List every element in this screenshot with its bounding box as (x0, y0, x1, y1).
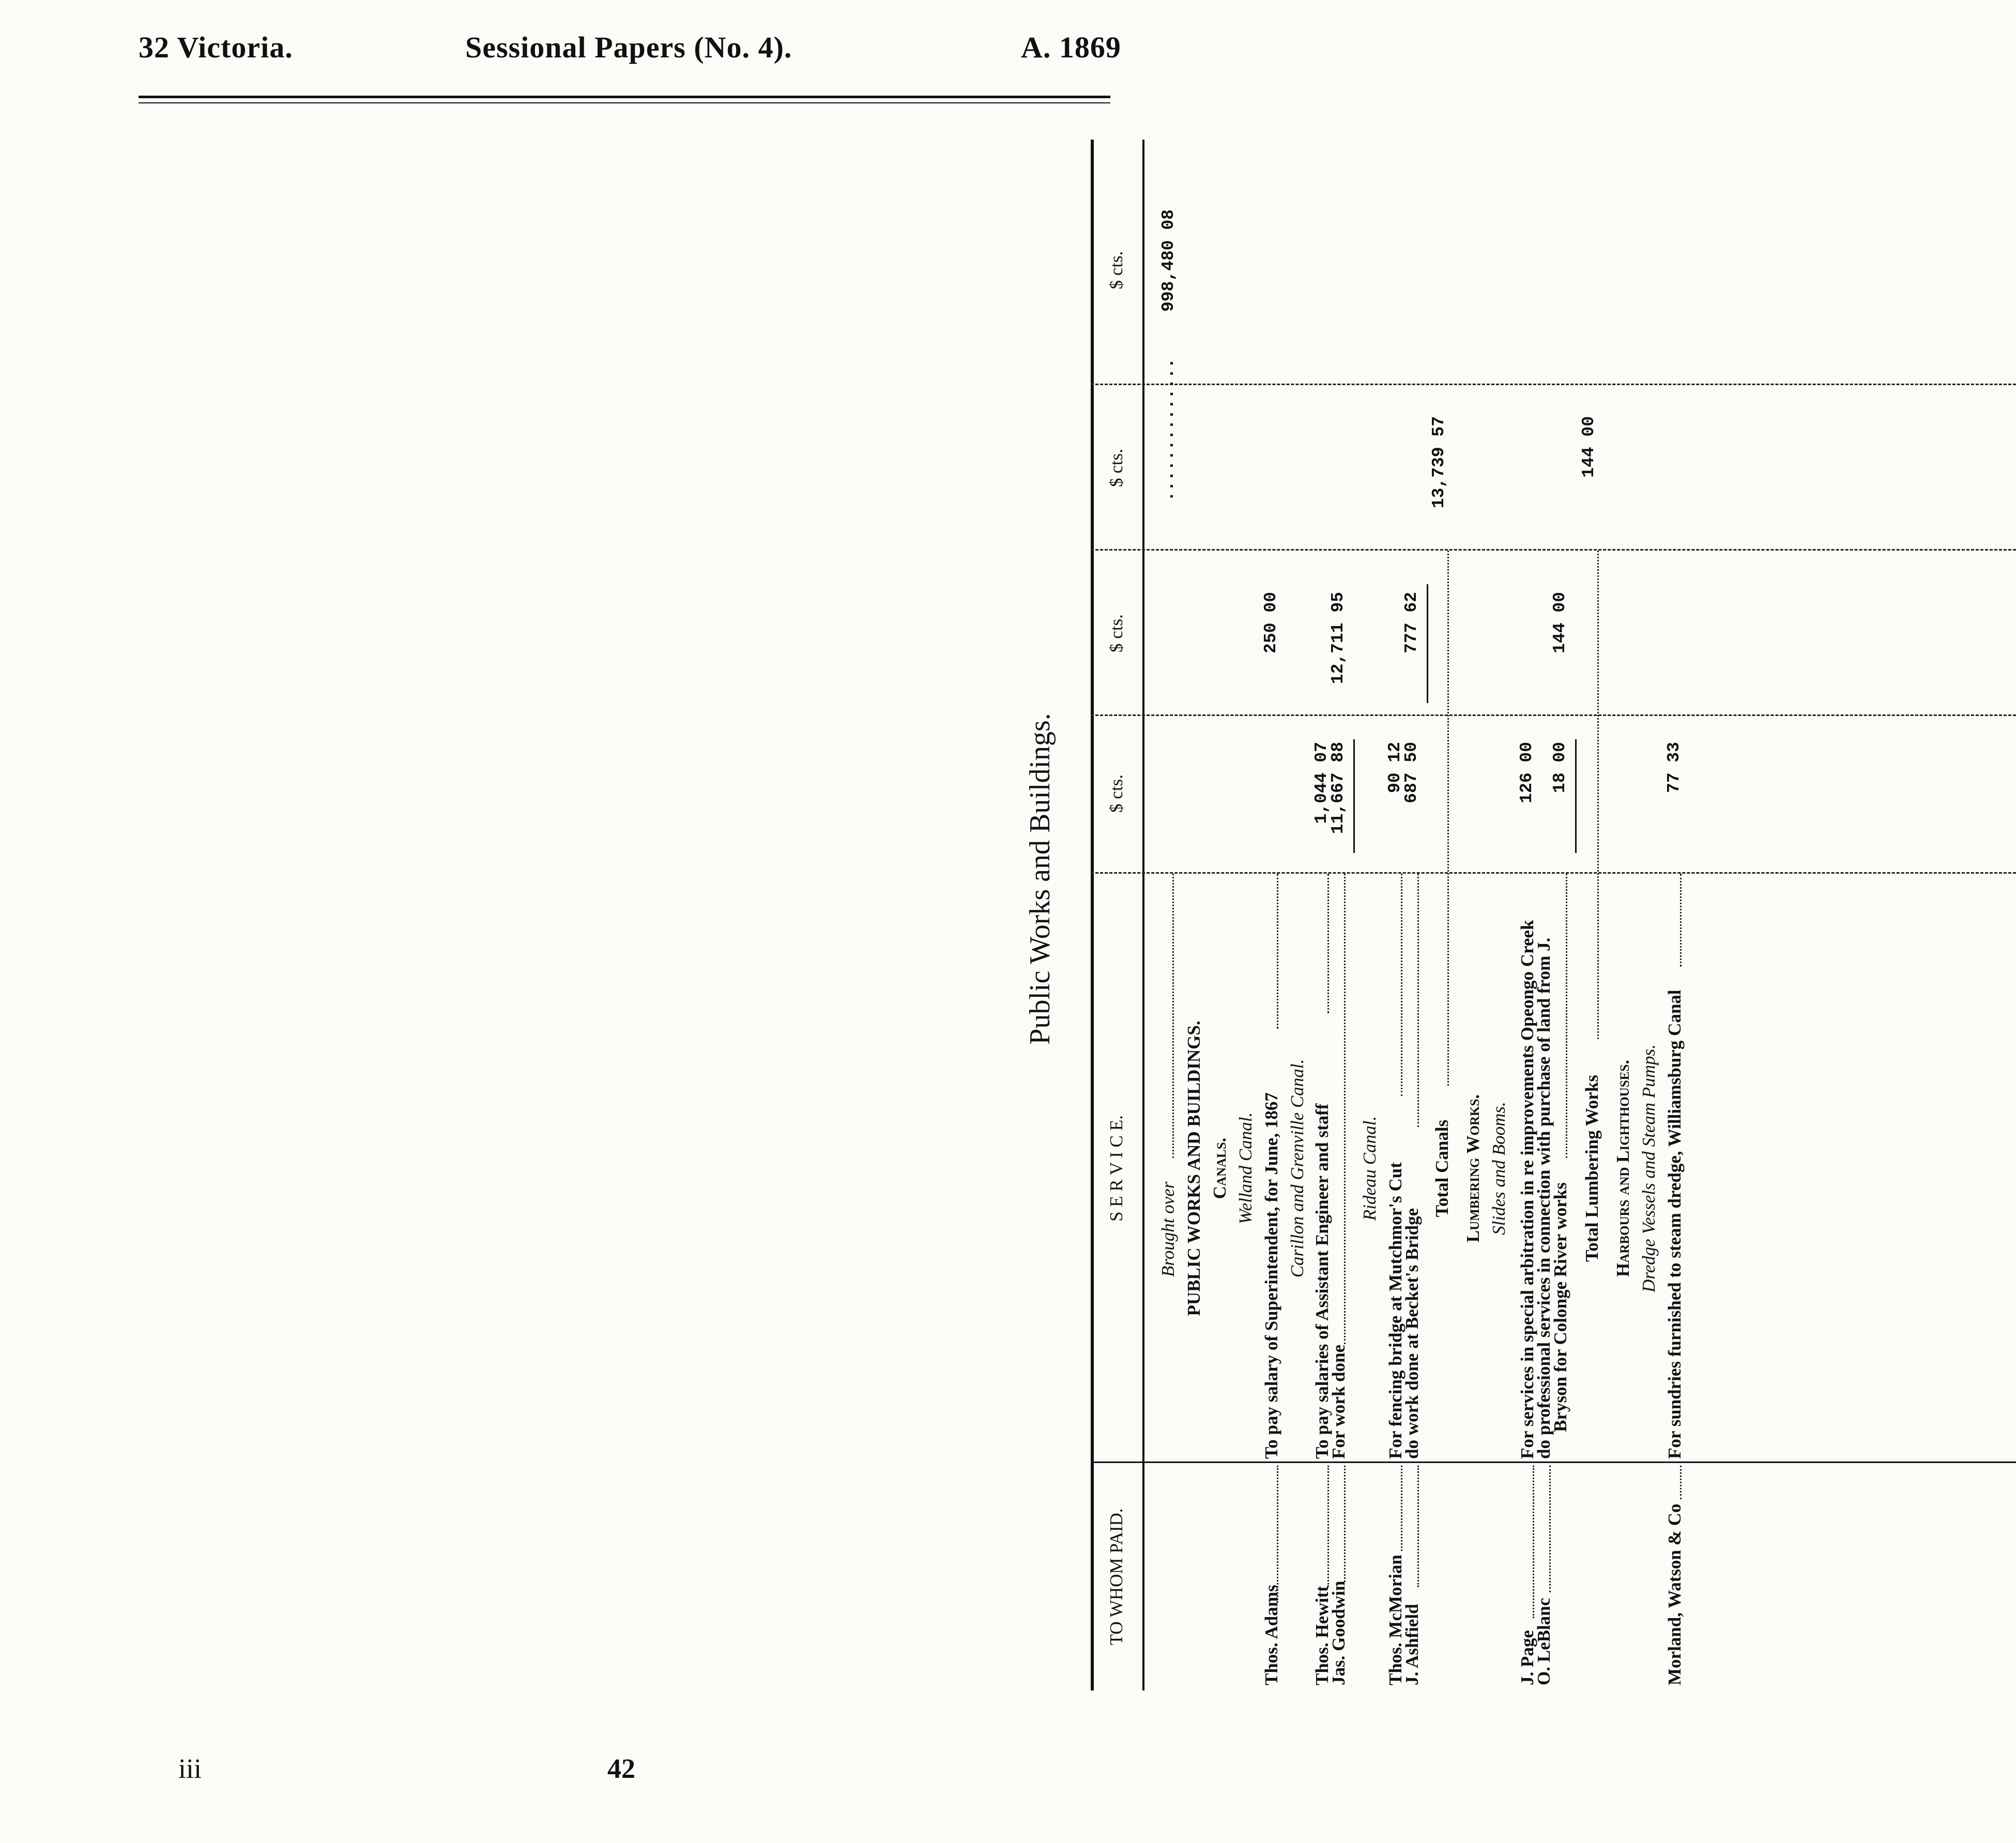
sum-rule (1575, 739, 1577, 853)
leader-dots (1344, 1466, 1346, 1582)
heading-rideau: Rideau Canal. (1360, 1116, 1380, 1221)
header-sessional-papers: Sessional Papers (No. 4). (465, 31, 792, 64)
leader-dots (1680, 1466, 1682, 1499)
col-header-to-whom: TO WHOM PAID. (1106, 1508, 1126, 1646)
heading-lumbering: Lumbering Works. (1463, 1094, 1483, 1243)
col-header-c4: $ cts. (1106, 251, 1126, 290)
amount-rideau-sum: 777 62 (1402, 592, 1421, 653)
payee-page: J. Page (1517, 1630, 1537, 1685)
amount-page: 126 00 (1517, 742, 1536, 803)
amount-hewitt: 1,044 07 (1312, 742, 1331, 824)
leader-dots (1566, 874, 1567, 1158)
leader-dots (1172, 874, 1174, 1158)
rotated-table (1008, 52, 2016, 1706)
payee-goodwin: Jas. Goodwin (1328, 1580, 1349, 1685)
amount-morland: 77 33 (1664, 742, 1684, 794)
service-leblanc-1: do professional services in connection with purchase of land from J. (1534, 937, 1554, 1459)
table-top-rule (1091, 140, 1094, 1690)
payee-adams: Thos. Adams (1261, 1585, 1281, 1685)
top-rule-thin (139, 102, 1110, 103)
amount-adams: 250 00 (1261, 592, 1280, 653)
heading-canals: Canals. (1210, 1137, 1230, 1199)
heading-harbours: Harbours and Lighthouses. (1613, 1060, 1633, 1277)
leader-dots (1401, 874, 1402, 1096)
footer-page-number: 42 (607, 1753, 635, 1784)
leader-dots (1680, 874, 1682, 967)
payee-mcmorian: Thos. McMorian (1385, 1555, 1406, 1685)
heading-public-works: PUBLIC WORKS AND BUILDINGS. (1184, 1020, 1204, 1316)
leader-dots (1327, 1466, 1329, 1587)
brought-over-value: 998,480 08 (1159, 209, 1178, 312)
header-session: 32 Victoria. (139, 31, 293, 64)
payee-ashfield: J. Ashfield (1402, 1604, 1422, 1685)
brought-over-dots: .............. (1159, 358, 1178, 501)
leader-dots (1401, 1466, 1402, 1551)
col-sep-c3 (1091, 384, 2016, 385)
col-header-c3: $ cts. (1106, 449, 1126, 487)
total-lumbering-label: Total Lumbering Works (1582, 1075, 1602, 1262)
leader-dots (1549, 1466, 1551, 1592)
amount-leblanc: 18 00 (1550, 742, 1569, 794)
leader-dots (1533, 1466, 1534, 1618)
leader-dots (1417, 1466, 1419, 1587)
brought-over-label: Brought over (1158, 1181, 1178, 1277)
leader-dots (1277, 1466, 1278, 1603)
header-year: A. 1869 (1021, 31, 1121, 64)
col-header-c1: $ cts. (1106, 774, 1126, 813)
heading-welland: Welland Canal. (1235, 1112, 1256, 1225)
leader-dots (1344, 874, 1346, 1344)
service-morland: For sundries furnished to steam dredge, Williamsburg Canal (1664, 989, 1685, 1459)
leader-dots (1597, 551, 1599, 1039)
amount-mcmorian: 90 12 (1385, 742, 1404, 794)
top-rule (139, 96, 1110, 98)
amount-goodwin: 11,667 88 (1328, 742, 1348, 834)
service-hewitt: To pay salaries of Assistant Engineer and staff (1312, 1103, 1332, 1459)
service-goodwin: For work done (1328, 1344, 1349, 1459)
leader-dots (1417, 874, 1419, 1127)
sum-rule (1353, 739, 1355, 853)
total-canals-value: 13,739 57 (1429, 416, 1448, 509)
heading-slides: Slides and Booms. (1489, 1102, 1509, 1235)
heading-carillon: Carillon and Grenville Canal. (1287, 1059, 1307, 1278)
col-sep-c2 (1091, 549, 2016, 551)
table-title: Public Works and Buildings. (1024, 713, 1056, 1045)
service-ashfield: do work done at Becket's Bridge (1402, 1208, 1422, 1459)
total-lumbering-value: 144 00 (1579, 416, 1598, 478)
leader-dots (1327, 874, 1329, 1013)
leader-dots (1277, 874, 1278, 1029)
payee-hewitt: Thos. Hewitt (1312, 1586, 1332, 1685)
service-mcmorian: For fencing bridge at Mutchmor's Cut (1385, 1162, 1406, 1459)
table-header-rule (1142, 140, 1144, 1690)
service-leblanc-2: Bryson for Colonge River works (1550, 1182, 1570, 1432)
service-page: For services in special arbitration in re improvements Opeongo Creek (1517, 920, 1537, 1459)
amount-carillon-sum: 12,711 95 (1328, 592, 1348, 684)
payee-leblanc: O. LeBlanc (1534, 1597, 1554, 1685)
col-header-service: S E R V I C E. (1106, 1115, 1126, 1222)
total-canals-label: Total Canals (1432, 1119, 1452, 1217)
amount-ashfield: 687 50 (1402, 742, 1421, 803)
footer-roman: iii (178, 1753, 202, 1784)
service-adams: To pay salary of Superintendent, for June, 1867 (1261, 1092, 1281, 1459)
amount-slides-sum: 144 00 (1550, 592, 1569, 653)
leader-dots (1447, 551, 1449, 1086)
payee-morland: Morland, Watson & Co (1664, 1503, 1685, 1685)
sum-rule (1427, 584, 1428, 703)
heading-dredge: Dredge Vessels and Steam Pumps. (1639, 1044, 1659, 1292)
col-header-c2: $ cts. (1106, 614, 1126, 652)
